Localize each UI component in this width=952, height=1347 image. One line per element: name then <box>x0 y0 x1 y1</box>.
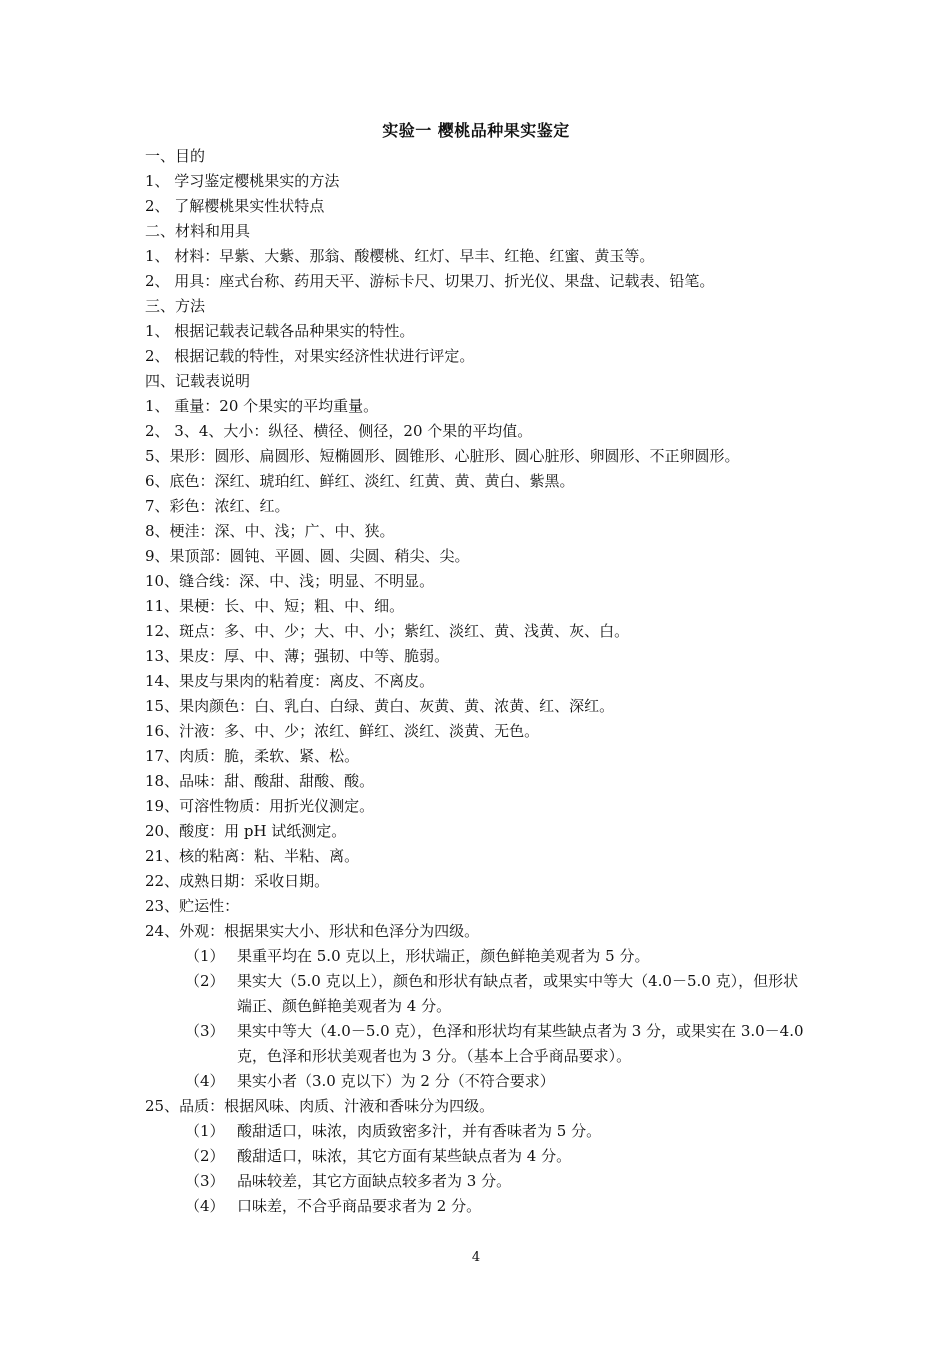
appearance-item-text: 果实大（5.0 克以上），颜色和形状有缺点者，或果实中等大（4.0－5.0 克），但形状端正、颜色鲜艳美观者为 4 分。 <box>237 972 799 1015</box>
text-line: 1、 重量：20 个果实的平均重量。 <box>145 397 379 415</box>
appearance-item-text: 果实中等大（4.0－5.0 克），色泽和形状均有某些缺点者为 3 分，或果实在 3.0－4.0 克，色泽和形状美观者也为 3 分。（基本上合乎商品要求）。 <box>237 1022 804 1065</box>
quality-item-text: 品味较差，其它方面缺点较多者为 3 分。 <box>237 1172 512 1190</box>
text-lines <box>145 144 825 944</box>
quality-item-text: 酸甜适口，味浓，肉质致密多汁，并有香味者为 5 分。 <box>237 1122 602 1140</box>
text-line: 5、果形：圆形、扁圆形、短椭圆形、圆锥形、心脏形、圆心脏形、卵圆形、不正卵圆形。 <box>145 447 740 465</box>
quality-item <box>145 1194 825 1219</box>
text-line: 15、果肉颜色：白、乳白、白绿、黄白、灰黄、黄、浓黄、红、深红。 <box>145 697 615 715</box>
text-line: 2、 了解樱桃果实性状特点 <box>145 197 325 215</box>
text-line: 19、可溶性物质：用折光仪测定。 <box>145 797 375 815</box>
text-line: 23、贮运性： <box>145 897 240 915</box>
appearance-item-number: （1） <box>185 947 225 965</box>
appearance-grade-list <box>145 944 825 1094</box>
appearance-item-text: 果实小者（3.0 克以下）为 2 分（不符合要求） <box>237 1072 555 1090</box>
text-line: 二、材料和用具 <box>145 222 251 240</box>
text-line: 10、缝合线：深、中、浅；明显、不明显。 <box>145 572 435 590</box>
quality-grade-list <box>145 1119 825 1219</box>
text-line: 13、果皮：厚、中、薄；强韧、中等、脆弱。 <box>145 647 450 665</box>
quality-item-number: （1） <box>185 1122 225 1140</box>
text-line: 14、果皮与果肉的粘着度：离皮、不离皮。 <box>145 672 435 690</box>
appearance-item <box>145 944 825 969</box>
appearance-item-number: （3） <box>185 1022 225 1040</box>
appearance-item <box>145 1069 825 1094</box>
quality-item-text: 酸甜适口，味浓，其它方面有某些缺点者为 4 分。 <box>237 1147 572 1165</box>
appearance-item-text: 果重平均在 5.0 克以上，形状端正，颜色鲜艳美观者为 5 分。 <box>237 947 650 965</box>
text-line: 20、酸度：用 pH 试纸测定。 <box>145 822 347 840</box>
text-line: 8、梗洼：深、中、浅；广、中、狭。 <box>145 522 395 540</box>
text-line: 22、成熟日期：采收日期。 <box>145 872 330 890</box>
text-line: 1、 根据记载表记载各品种果实的特性。 <box>145 322 415 340</box>
quality-item-number: （4） <box>185 1197 225 1215</box>
text-line: 12、斑点：多、中、少；大、中、小；紫红、淡红、黄、浅黄、灰、白。 <box>145 622 630 640</box>
quality-item-number: （2） <box>185 1147 225 1165</box>
appearance-item-number: （2） <box>185 972 225 990</box>
text-line: 7、彩色：浓红、红。 <box>145 497 290 515</box>
text-line: 21、核的粘离：粘、半粘、离。 <box>145 847 360 865</box>
document-title: 实验一 樱桃品种果实鉴定 <box>382 121 570 140</box>
text-line: 6、底色：深红、琥珀红、鲜红、淡红、红黄、黄、黄白、紫黑。 <box>145 472 575 490</box>
text-line: 一、目的 <box>145 147 206 165</box>
appearance-item-number: （4） <box>185 1072 225 1090</box>
text-line: 17、肉质：脆，柔软、紧、松。 <box>145 747 360 765</box>
text-line: 24、外观：根据果实大小、形状和色泽分为四级。 <box>145 922 480 940</box>
text-line: 1、 材料：早紫、大紫、那翁、酸樱桃、红灯、早丰、红艳、红蜜、黄玉等。 <box>145 247 655 265</box>
quality-item <box>145 1144 825 1169</box>
appearance-item <box>145 1019 825 1069</box>
text-line: 11、果梗：长、中、短；粗、中、细。 <box>145 597 405 615</box>
text-line: 9、果顶部：圆钝、平圆、圆、尖圆、稍尖、尖。 <box>145 547 470 565</box>
text-line: 2、 根据记载的特性，对果实经济性状进行评定。 <box>145 347 475 365</box>
quality-item <box>145 1169 825 1194</box>
text-line: 三、方法 <box>145 297 206 315</box>
document-body <box>145 144 825 1219</box>
quality-item-text: 口味差，不合乎商品要求者为 2 分。 <box>237 1197 482 1215</box>
page-number: 4 <box>471 1250 481 1265</box>
text-line: 1、 学习鉴定樱桃果实的方法 <box>145 172 340 190</box>
text-line: 2、 3、4、大小：纵径、横径、侧径，20 个果的平均值。 <box>145 422 533 440</box>
text-line: 16、汁液：多、中、少；浓红、鲜红、淡红、淡黄、无色。 <box>145 722 540 740</box>
appearance-item <box>145 969 825 1019</box>
quality-heading: 25、品质：根据风味、肉质、汁液和香味分为四级。 <box>145 1097 495 1115</box>
text-line: 18、品味：甜、酸甜、甜酸、酸。 <box>145 772 375 790</box>
quality-item <box>145 1119 825 1144</box>
quality-item-number: （3） <box>185 1172 225 1190</box>
text-line: 四、记载表说明 <box>145 372 251 390</box>
text-line: 2、 用具：座式台称、药用天平、游标卡尺、切果刀、折光仪、果盘、记载表、铅笔。 <box>145 272 715 290</box>
